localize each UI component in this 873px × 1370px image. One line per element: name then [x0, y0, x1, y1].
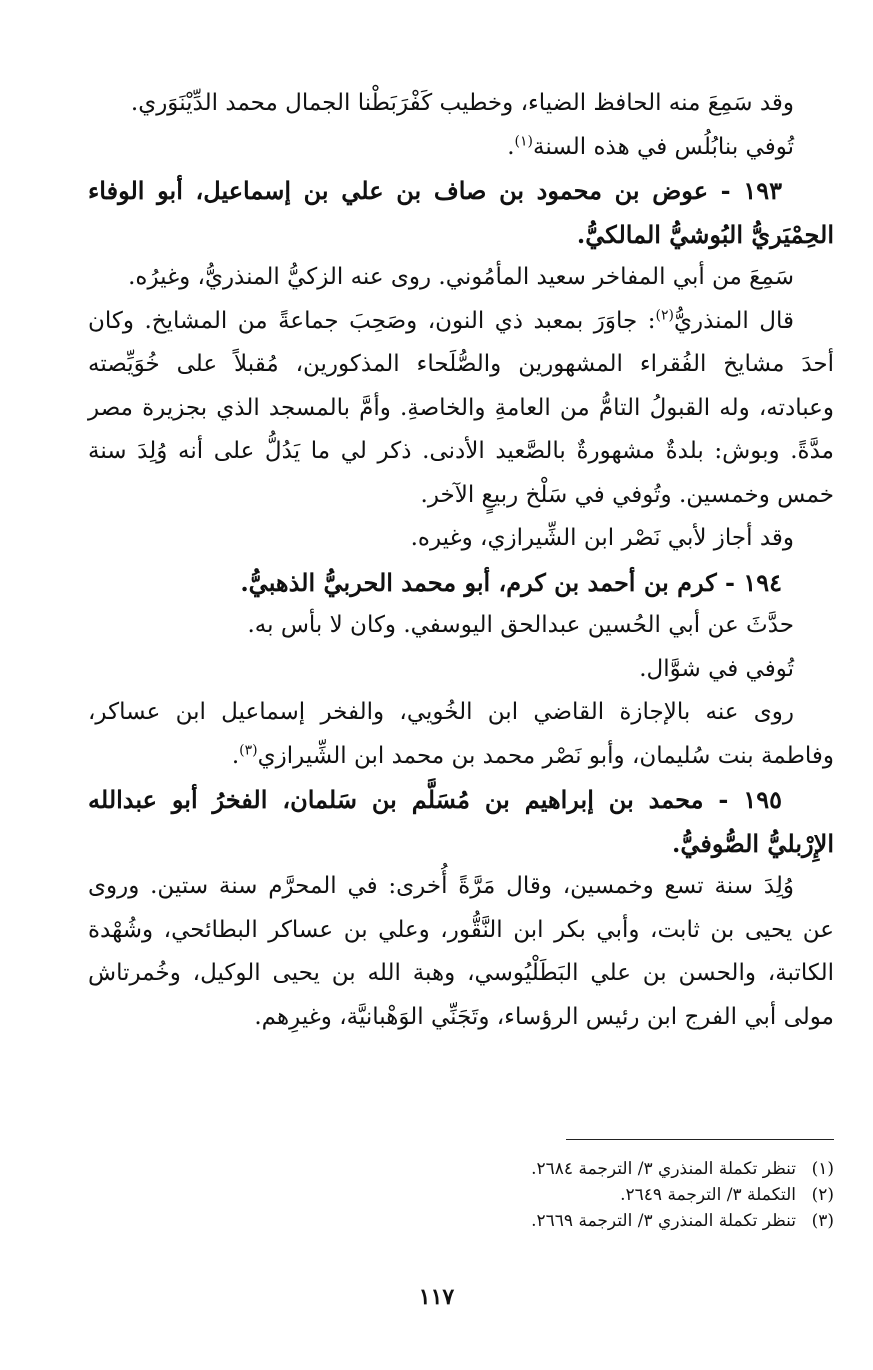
footnote-text: تنظر تكملة المنذري ٣/ الترجمة ٢٦٨٤.: [531, 1159, 796, 1179]
footnote-item: [400, 1156, 834, 1182]
body-paragraph: روى عنه بالإجازة القاضي ابن الخُويي، والفخر إسماعيل ابن عساكر، وفاطمة بنت سُليمان، وأبو نَصْر محمد بن محمد ابن الشِّيرازي$^{(٣)}$.: [88, 699, 834, 769]
footnote-ref: (٢): [655, 306, 674, 323]
body-paragraph: تُوفي في شوَّال.: [639, 655, 794, 682]
body-paragraph: وقد سَمِعَ منه الحافظ الضياء، وخطيب كَفْرَبَطْنا الجمال محمد الدِّيْنَوَري.: [130, 90, 794, 116]
footnote-number: (١): [811, 1159, 834, 1179]
body-paragraph: قال المنذريُّ$^{(٢)}$: جاوَرَ بمعبد ذي النون، وصَحِبَ جماعةً من المشايخ. وكان أحدَ مشايخ الفُقراء المشهورين والصُّلَحاء المذكورين، مُقبلاً على خُوَيِّصته وعبادته، وله القبولُ التامُّ من العامةِ والخاصةِ. وأمَّ بالمسجد الذي بجزيرة مصر مدَّةً. وبوش: بلدةٌ مشهورةٌ بالصَّعيد الأدنى. ذكر لي ما يَدُلُّ على أنه وُلِدَ سنة خمس وخمسين. وتُوفي في سَلْخ ربيعٍ الآخر.: [88, 306, 834, 508]
body-paragraph: حدَّثَ عن أبي الحُسين عبدالحق اليوسفي. وكان لا بأس به.: [247, 612, 794, 638]
page-body: [88, 82, 834, 1039]
body-paragraph: وُلِدَ سنة تسع وخمسين، وقال مَرَّةً أُخرى: في المحرَّم سنة ستين. وروى عن يحيى بن ثابت، وأبي بكر ابن النَّقُّور، وعلي بن عساكر البطائحي، وشُهْدة الكاتبة، والحسن بن علي البَطَلْيُوسي، وهبة الله بن يحيى الوكيل، وخُمرتاش مولى أبي الفرج ابن رئيس الرؤساء، وتَجَنِّي الوَهْبانيَّة، وغيرِهم.: [88, 873, 834, 1030]
body-paragraph: سَمِعَ من أبي المفاخر سعيد المأمُوني. روى عنه الزكيُّ المنذريُّ، وغيرُه.: [128, 264, 794, 290]
body-paragraph: تُوفي بنابُلُس في هذه السنة$^{(١)}$.: [507, 132, 794, 160]
footnotes: [400, 1156, 834, 1234]
footnote-number: (٣): [811, 1211, 834, 1231]
entry-heading-194: ١٩٤ - كرم بن أحمد بن كرم، أبو محمد الحربيُّ الذهبيُّ.: [240, 567, 782, 597]
entry-heading-193: ١٩٣ - عوض بن محمود بن صاف بن علي بن إسماعيل، أبو الوفاء الحِمْيَريُّ البُوشيُّ المالكيُّ.: [88, 176, 834, 249]
footnote-number: (٢): [811, 1185, 834, 1205]
footnote-divider: [566, 1139, 834, 1140]
footnote-text: تنظر تكملة المنذري ٣/ الترجمة ٢٦٦٩.: [531, 1211, 796, 1231]
footnote-item: [400, 1208, 834, 1234]
footnote-ref: (٣): [239, 741, 258, 758]
body-paragraph: وقد أجاز لأبي نَصْر ابن الشِّيرازي، وغيره.: [410, 525, 794, 551]
page-number: ١١٧: [418, 1284, 455, 1310]
entry-heading-195: ١٩٥ - محمد بن إبراهيم بن مُسَلَّم بن سَلمان، الفخرُ أبو عبدالله الإِرْبليُّ الصُّوفيُّ.: [88, 785, 834, 858]
footnote-ref: (١): [514, 132, 533, 149]
footnote-item: [400, 1182, 834, 1208]
footnote-text: التكملة ٣/ الترجمة ٢٦٤٩.: [620, 1185, 796, 1205]
